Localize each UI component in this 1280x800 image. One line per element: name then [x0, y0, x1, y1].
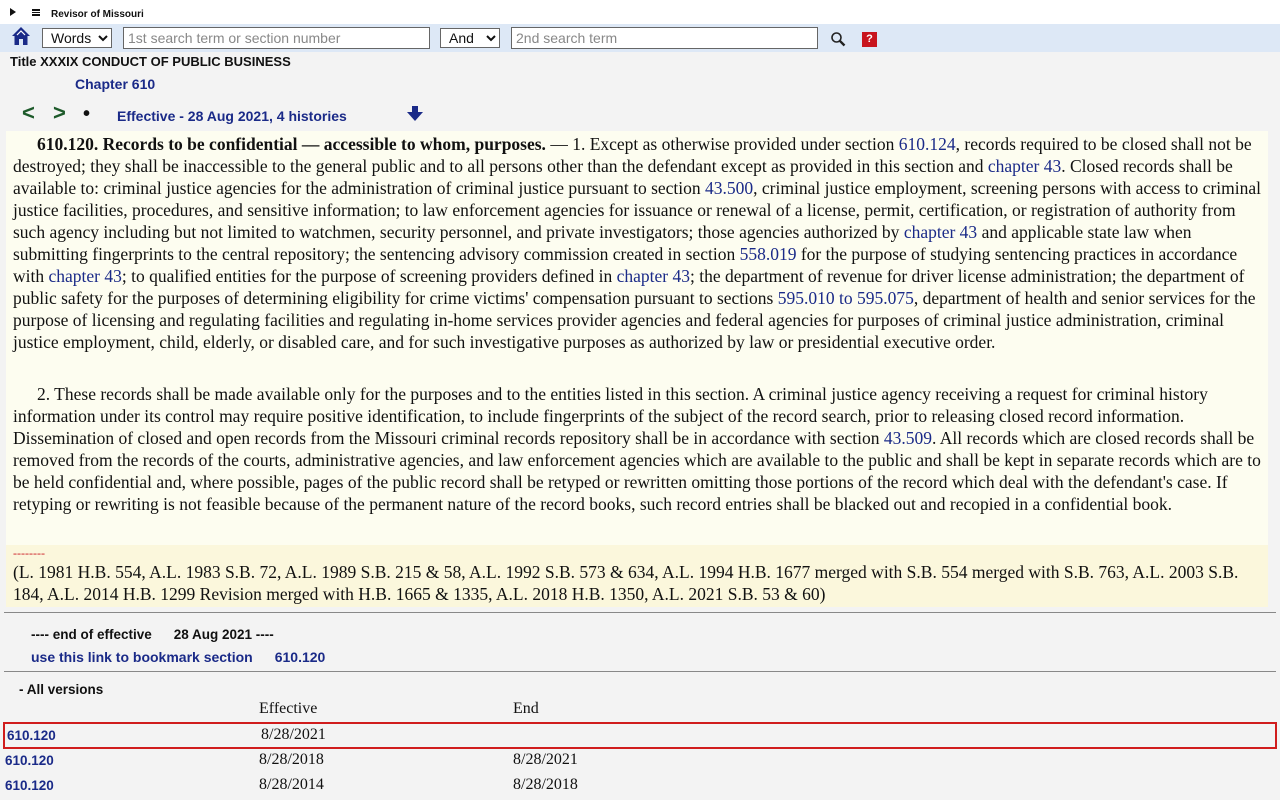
search-bar: [0, 24, 1280, 52]
version-section-link[interactable]: 610.120: [5, 753, 54, 768]
chapter-43-link[interactable]: chapter 43: [48, 266, 122, 286]
chapter-43-link[interactable]: chapter 43: [903, 222, 978, 242]
expand-triangle-icon[interactable]: [10, 8, 16, 16]
version-row[interactable]: [3, 749, 1277, 773]
version-end: 8/28/2018: [513, 776, 578, 793]
col-header-end: End: [513, 700, 539, 717]
paragraph-text: and applicable state law when submitting fingerprints to the central repository; the sentencing advisory commission created in section: [13, 222, 1192, 264]
all-versions-heading: - All versions: [19, 682, 104, 697]
search-term-1-input[interactable]: [123, 27, 430, 49]
paragraph-text: for the purpose of studying sentencing practices in accordance with: [13, 244, 1238, 286]
paragraph-text: . Closed records shall be available to: criminal justice agencies for the administration of criminal justice pursuant to section: [13, 156, 1233, 198]
next-section-button[interactable]: >: [53, 100, 66, 125]
bookmark-label[interactable]: use this link to bookmark section: [31, 649, 253, 665]
paragraph-text: , department of health and senior services for the purpose of licensing and regulating facilities and regulating in-home services provider agencies and federal agencies for purposes of criminal justice administration, criminal justice employment, child, elderly, or disabled care, and for such investigative purposes as authorized by law or presidential executive order.: [13, 288, 1256, 352]
section-paragraph-1: [6, 133, 1268, 353]
bookmark-link[interactable]: [31, 649, 325, 665]
search-icon[interactable]: [830, 31, 846, 47]
menu-icon[interactable]: [32, 9, 40, 16]
paragraph-text: , criminal justice employment, screening persons with access to criminal justice facilities, procedures, and sensitive information; to law enforcement agencies for issuance or renewal of a license, permit, certification, or registration of authority from such agency including but not limited to watchmen, security personnel, and private investigators; those agencies authorized by: [13, 178, 1261, 242]
section-number: 610.120.: [37, 134, 99, 154]
section-link-43-509[interactable]: 43.509: [883, 428, 932, 448]
paragraph-text: ; to qualified entities for the purpose of screening providers defined in: [121, 266, 617, 286]
top-bar: [0, 0, 1280, 24]
version-row[interactable]: [3, 774, 1277, 798]
section-range-link-595[interactable]: 595.010 to 595.075: [777, 288, 914, 308]
version-end: 8/28/2021: [513, 751, 578, 768]
paragraph-text: — 1. Except as otherwise provided under section: [545, 134, 899, 154]
end-of-effective: [31, 627, 274, 642]
version-effective: 8/28/2021: [261, 726, 326, 743]
version-section-link[interactable]: 610.120: [7, 728, 56, 743]
section-paragraph-2: [6, 383, 1268, 515]
chapter-43-link[interactable]: chapter 43: [987, 156, 1062, 176]
divider: [4, 671, 1276, 672]
version-row-selected[interactable]: [3, 722, 1277, 749]
prev-section-button[interactable]: <: [22, 100, 35, 125]
paragraph-text: . All records which are closed records shall be removed from the records of the courts, administrative agencies, and law enforcement agencies which are available to the public and shall be kept in separate records which are to be held confidential and, where possible, pages of the public record shall be retyped or rewritten omitting those portions of the record which deal with the defendant's case. If retyping or rewriting is not feasible because of the permanent nature of the record books, such record entries shall be blacked out and recopied in a confidential book.: [13, 428, 1261, 514]
search-operator-select[interactable]: [440, 28, 500, 48]
col-header-effective: Effective: [259, 700, 318, 717]
home-icon[interactable]: [11, 26, 31, 46]
chapter-link[interactable]: Chapter 610: [75, 76, 156, 92]
history-block: [6, 545, 1268, 607]
help-icon[interactable]: ?: [862, 32, 877, 47]
end-date: 28 Aug 2021 ----: [173, 627, 274, 642]
section-heading: Records to be confidential — accessible to whom, purposes.: [102, 134, 546, 154]
section-dot-button[interactable]: •: [83, 103, 91, 125]
end-label: ---- end of effective: [31, 627, 152, 642]
effective-histories-link[interactable]: Effective - 28 Aug 2021, 4 histories: [117, 108, 347, 124]
paragraph-text: 2. These records shall be made available only for the purposes and to the entities listed in this section. A criminal justice agency receiving a request for criminal history information under its control may require positive identification, to include fingerprints of the subject of the record search, prior to releasing closed record information. Dissemination of closed and open records from the Missouri criminal records repository shall be in accordance with section: [13, 384, 1208, 448]
search-mode-select[interactable]: [42, 28, 112, 48]
version-effective: 8/28/2018: [259, 751, 324, 768]
bookmark-section[interactable]: 610.120: [274, 649, 326, 665]
arrow-down-icon[interactable]: [406, 106, 424, 122]
section-link-558-019[interactable]: 558.019: [739, 244, 797, 264]
page-title: Title XXXIX CONDUCT OF PUBLIC BUSINESS: [10, 54, 291, 69]
paragraph-text: ; the department of revenue for driver license administration; the department of public safety for the purposes of determining eligibility for crime victims' compensation pursuant to sections: [13, 266, 1245, 308]
paragraph-text: , records required to be closed shall not be destroyed; they shall be inaccessible to the general public and to all persons other than the defendant except as provided in this section and: [13, 134, 1252, 176]
chapter-43-link[interactable]: chapter 43: [616, 266, 690, 286]
history-divider: --------: [13, 546, 45, 560]
section-link-43-500[interactable]: 43.500: [705, 178, 754, 198]
statute-content: [6, 131, 1268, 607]
search-term-2-input[interactable]: [511, 27, 818, 49]
history-text: (L. 1981 H.B. 554, A.L. 1983 S.B. 72, A.L. 1989 S.B. 215 & 58, A.L. 1992 S.B. 573 & 634, A.L. 1994 H.B. 1677 merged with S.B. 554 merged with S.B. 763, A.L. 2003 S.B. 184, A.L. 2014 H.B. 1299 Revision merged with H.B. 1665 & 1335, A.L. 2018 H.B. 1350, A.L. 2021 S.B. 53 & 60): [13, 562, 1239, 604]
version-section-link[interactable]: 610.120: [5, 778, 54, 793]
version-effective: 8/28/2014: [259, 776, 324, 793]
divider: [4, 612, 1276, 613]
site-name[interactable]: Revisor of Missouri: [51, 9, 144, 20]
section-link-610-124[interactable]: 610.124: [898, 134, 956, 154]
section-nav: [0, 100, 600, 128]
